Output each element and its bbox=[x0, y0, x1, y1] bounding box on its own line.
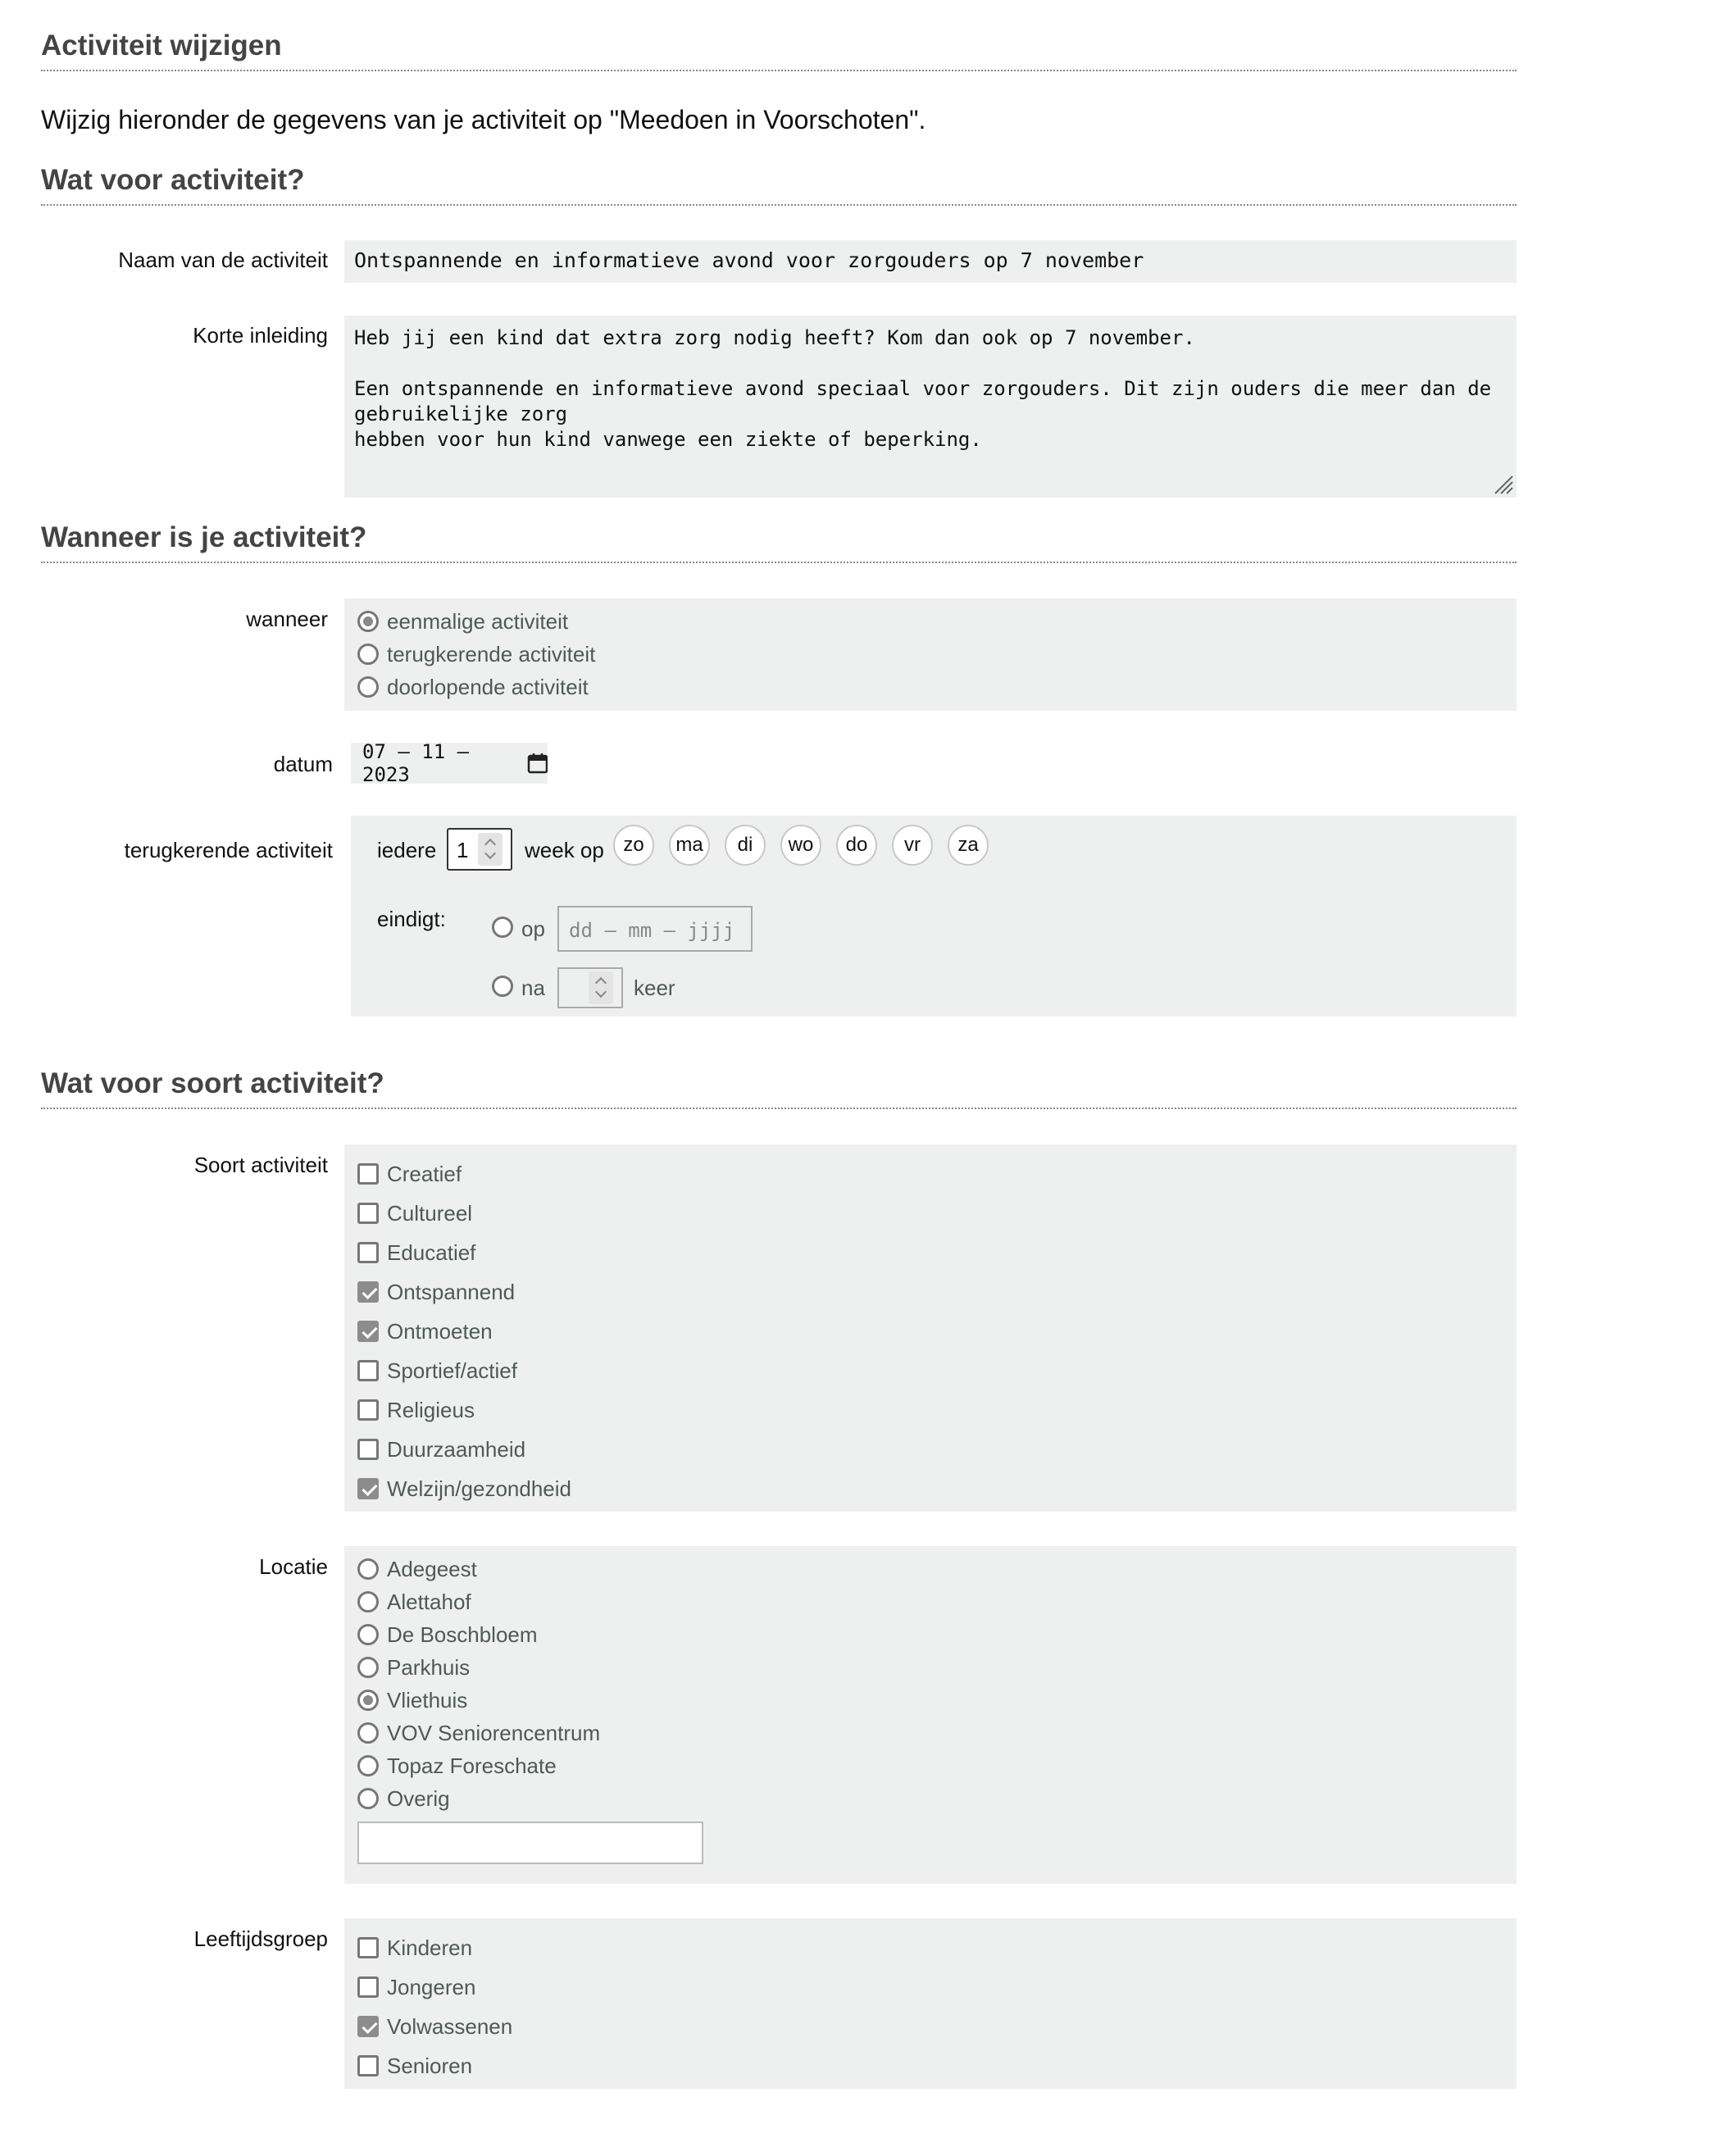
section-title-what: Wat voor activiteit? bbox=[41, 164, 1517, 206]
option-label: De Boschbloem bbox=[387, 1622, 538, 1647]
checkbox-icon[interactable] bbox=[357, 2016, 379, 2037]
type-label: Soort activiteit bbox=[193, 1153, 328, 1177]
option-label: Adegeest bbox=[387, 1556, 477, 1581]
page-title: Activiteit wijzigen bbox=[41, 30, 1517, 71]
every-label: iedere bbox=[377, 838, 437, 862]
checkbox-icon[interactable] bbox=[357, 1321, 379, 1342]
ends-after-radio[interactable] bbox=[492, 976, 521, 1001]
radio-icon[interactable] bbox=[357, 676, 379, 698]
option-label: Overig bbox=[387, 1785, 450, 1811]
stepper-arrows-icon[interactable] bbox=[589, 971, 613, 1004]
resize-handle-icon[interactable] bbox=[1492, 473, 1513, 494]
radio-icon[interactable] bbox=[492, 917, 513, 938]
location-option-adegeest[interactable] bbox=[357, 1553, 600, 1585]
radio-icon[interactable] bbox=[357, 611, 379, 632]
day-toggle-za[interactable]: za bbox=[948, 825, 989, 866]
radio-icon[interactable] bbox=[357, 644, 379, 665]
age-option-kinderen[interactable] bbox=[357, 1928, 512, 1967]
option-label: Welzijn/gezondheid bbox=[387, 1476, 571, 1501]
when-option-terugkerende-activiteit[interactable] bbox=[357, 638, 595, 671]
day-toggle-do[interactable]: do bbox=[836, 825, 877, 866]
type-option-creatief[interactable] bbox=[357, 1154, 571, 1194]
location-option-vov-seniorencentrum[interactable] bbox=[357, 1717, 600, 1749]
option-label: Ontmoeten bbox=[387, 1318, 493, 1344]
intro-textarea[interactable] bbox=[344, 316, 1517, 498]
when-option-eenmalige-activiteit[interactable] bbox=[357, 605, 595, 638]
option-label: Parkhuis bbox=[387, 1654, 471, 1680]
option-label: Cultureel bbox=[387, 1200, 473, 1226]
date-input[interactable] bbox=[351, 740, 548, 786]
option-label: eenmalige activiteit bbox=[387, 608, 569, 634]
location-other-input[interactable] bbox=[357, 1822, 703, 1864]
age-options bbox=[357, 1928, 512, 2085]
day-toggle-zo[interactable]: zo bbox=[613, 825, 654, 866]
recurring-label: terugkerende activiteit bbox=[124, 838, 333, 862]
location-option-vliethuis[interactable] bbox=[357, 1684, 600, 1717]
day-toggle-vr[interactable]: vr bbox=[892, 825, 933, 866]
times-label: keer bbox=[634, 976, 675, 1000]
location-label: Locatie bbox=[259, 1554, 328, 1579]
checkbox-icon[interactable] bbox=[357, 1976, 379, 1998]
after-label: na bbox=[521, 976, 545, 1000]
option-label: VOV Seniorencentrum bbox=[387, 1720, 601, 1745]
radio-icon[interactable] bbox=[357, 1755, 379, 1776]
radio-icon[interactable] bbox=[357, 1657, 379, 1678]
checkbox-icon[interactable] bbox=[357, 1163, 379, 1185]
radio-icon[interactable] bbox=[492, 976, 513, 997]
radio-icon[interactable] bbox=[357, 1624, 379, 1645]
checkbox-icon[interactable] bbox=[357, 2055, 379, 2076]
radio-icon[interactable] bbox=[357, 1591, 379, 1612]
section-title-type: Wat voor soort activiteit? bbox=[41, 1067, 1517, 1109]
ends-label: eindigt: bbox=[377, 907, 446, 931]
date-label: datum bbox=[273, 752, 333, 776]
age-label: Leeftijdsgroep bbox=[193, 1926, 328, 1951]
when-label: wanneer bbox=[246, 607, 328, 631]
option-label: Ontspannend bbox=[387, 1279, 516, 1304]
checkbox-icon[interactable] bbox=[357, 1478, 379, 1499]
radio-icon[interactable] bbox=[357, 1558, 379, 1580]
section-title-when: Wanneer is je activiteit? bbox=[41, 521, 1517, 563]
location-option-de-boschbloem[interactable] bbox=[357, 1618, 600, 1651]
type-option-ontmoeten[interactable] bbox=[357, 1312, 571, 1351]
intro-line: Heb jij een kind dat extra zorg nodig heeft? Kom dan ook op 7 november. bbox=[354, 326, 1195, 349]
when-options bbox=[357, 605, 595, 703]
location-option-topaz-foreschate[interactable] bbox=[357, 1749, 600, 1782]
age-option-senioren[interactable] bbox=[357, 2046, 512, 2085]
checkbox-icon[interactable] bbox=[357, 1439, 379, 1460]
stepper-arrows-icon[interactable] bbox=[478, 833, 503, 866]
intro-label: Korte inleiding bbox=[193, 323, 328, 348]
type-option-duurzaamheid[interactable] bbox=[357, 1430, 571, 1469]
location-option-parkhuis[interactable] bbox=[357, 1651, 600, 1684]
day-toggle-ma[interactable]: ma bbox=[669, 825, 710, 866]
name-input[interactable]: Ontspannende en informatieve avond voor zorgouders op 7 november bbox=[344, 240, 1517, 283]
age-options-box bbox=[344, 1918, 1517, 2089]
type-option-educatief[interactable] bbox=[357, 1233, 571, 1272]
age-option-jongeren[interactable] bbox=[357, 1967, 512, 2007]
option-label: Educatief bbox=[387, 1239, 476, 1265]
every-stepper[interactable] bbox=[447, 828, 512, 871]
age-option-volwassenen[interactable] bbox=[357, 2007, 512, 2046]
location-option-alettahof[interactable] bbox=[357, 1585, 600, 1618]
option-label: Duurzaamheid bbox=[387, 1436, 526, 1462]
checkbox-icon[interactable] bbox=[357, 1203, 379, 1224]
type-option-cultureel[interactable] bbox=[357, 1194, 571, 1233]
option-label: Topaz Foreschate bbox=[387, 1753, 557, 1778]
date-value: 07 – 11 – 2023 bbox=[362, 740, 470, 786]
every-value: 1 bbox=[457, 838, 469, 862]
option-label: Volwassenen bbox=[387, 2013, 513, 2039]
name-label: Naam van de activiteit bbox=[118, 248, 328, 272]
type-options bbox=[357, 1154, 571, 1508]
checkbox-icon[interactable] bbox=[357, 1399, 379, 1421]
checkbox-icon[interactable] bbox=[357, 1242, 379, 1263]
type-option-welzijn-gezondheid[interactable] bbox=[357, 1469, 571, 1508]
ends-after-stepper[interactable] bbox=[557, 967, 623, 1008]
option-label: Sportief/actief bbox=[387, 1358, 517, 1383]
ends-on-radio[interactable] bbox=[492, 917, 521, 942]
radio-icon[interactable] bbox=[357, 1722, 379, 1744]
page-intro: Wijzig hieronder de gegevens van je activiteit op "Meedoen in Voorschoten". bbox=[41, 105, 926, 134]
option-label: Senioren bbox=[387, 2053, 473, 2078]
option-label: Jongeren bbox=[387, 1974, 476, 1999]
calendar-icon[interactable] bbox=[527, 753, 548, 774]
intro-line: hebben voor hun kind vanwege een ziekte of beperking. bbox=[354, 428, 982, 451]
option-label: Vliethuis bbox=[387, 1687, 468, 1713]
type-option-religieus[interactable] bbox=[357, 1390, 571, 1430]
ends-on-date-input[interactable]: dd – mm – jjjj bbox=[557, 906, 753, 952]
type-option-sportief-actief[interactable] bbox=[357, 1351, 571, 1390]
option-label: Religieus bbox=[387, 1397, 475, 1422]
location-options bbox=[357, 1553, 600, 1815]
type-option-ontspannend[interactable] bbox=[357, 1272, 571, 1312]
checkbox-icon[interactable] bbox=[357, 1281, 379, 1303]
option-label: Creatief bbox=[387, 1161, 462, 1186]
week-label: week op bbox=[525, 838, 604, 862]
day-toggle-wo[interactable]: wo bbox=[780, 825, 821, 866]
radio-icon[interactable] bbox=[357, 1690, 379, 1711]
option-label: Kinderen bbox=[387, 1935, 473, 1960]
radio-icon[interactable] bbox=[357, 1788, 379, 1809]
location-option-overig[interactable] bbox=[357, 1782, 600, 1815]
option-label: terugkerende activiteit bbox=[387, 641, 596, 666]
intro-line: Een ontspannende en informatieve avond speciaal voor zorgouders. Dit zijn ouders die meer dan de gebruikelijke zorg bbox=[354, 377, 1492, 425]
on-label: op bbox=[521, 917, 545, 941]
option-label: Alettahof bbox=[387, 1589, 471, 1614]
option-label: doorlopende activiteit bbox=[387, 674, 589, 699]
checkbox-icon[interactable] bbox=[357, 1937, 379, 1958]
day-toggle-di[interactable]: di bbox=[725, 825, 766, 866]
checkbox-icon[interactable] bbox=[357, 1360, 379, 1381]
when-option-doorlopende-activiteit[interactable] bbox=[357, 671, 595, 703]
